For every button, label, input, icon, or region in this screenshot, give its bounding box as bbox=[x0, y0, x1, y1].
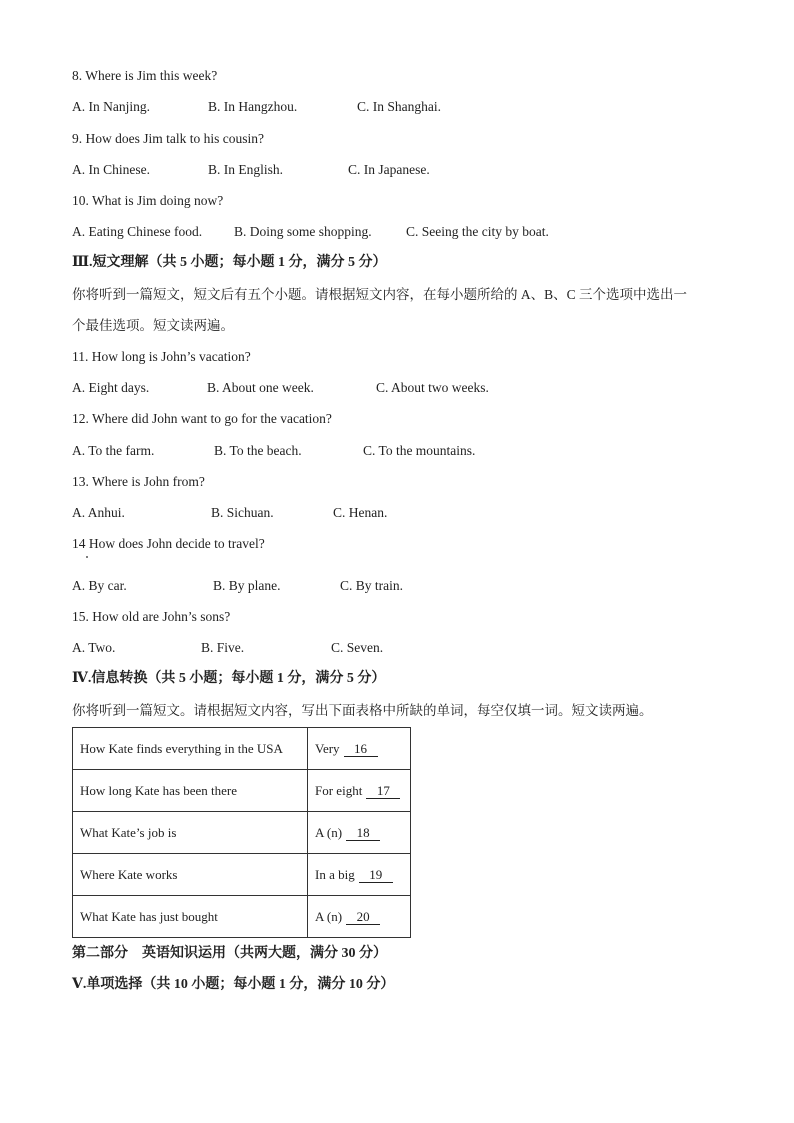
row-answer bbox=[308, 812, 411, 854]
option-10a: A. Eating Chinese food. bbox=[72, 224, 203, 239]
answer-prefix: Very bbox=[315, 740, 340, 756]
answer-blank-17: 17 bbox=[366, 784, 400, 799]
option-12b: B. To the beach. bbox=[214, 443, 302, 458]
option-11c: C. About two weeks. bbox=[376, 380, 489, 395]
info-table bbox=[72, 727, 411, 938]
question-11: 11. How long is John’s vacation? bbox=[72, 349, 251, 364]
option-10c: C. Seeing the city by boat. bbox=[406, 224, 549, 239]
answer-blank-19: 19 bbox=[359, 868, 393, 883]
answer-blank-20: 20 bbox=[346, 910, 380, 925]
question-13: 13. Where is John from? bbox=[72, 474, 205, 489]
question-14: 14 How does John decide to travel? bbox=[72, 536, 265, 551]
section-5-heading: Ⅴ.单项选择（共 10 小题；每小题 1 分，满分 10 分） bbox=[72, 977, 395, 992]
option-9a: A. In Chinese. bbox=[72, 162, 150, 177]
question-8: 8. Where is Jim this week? bbox=[72, 68, 218, 83]
option-13a: A. Anhui. bbox=[72, 505, 125, 520]
option-13c: C. Henan. bbox=[333, 505, 388, 520]
answer-prefix: A (n) bbox=[315, 908, 343, 924]
question-9: 9. How does Jim talk to his cousin? bbox=[72, 131, 264, 146]
option-11a: A. Eight days. bbox=[72, 380, 150, 395]
row-answer bbox=[308, 854, 411, 896]
option-15a: A. Two. bbox=[72, 640, 116, 655]
option-12c: C. To the mountains. bbox=[363, 443, 476, 458]
question-15: 15. How old are John’s sons? bbox=[72, 609, 231, 624]
table-row bbox=[73, 728, 411, 770]
option-9b: B. In English. bbox=[208, 162, 284, 177]
row-answer bbox=[308, 728, 411, 770]
section-4-instructions: 你将听到一篇短文。请根据短文内容，写出下面表格中所缺的单词，每空仅填一词。短文读两遍。 bbox=[72, 703, 653, 718]
row-answer bbox=[308, 770, 411, 812]
section-4-heading: Ⅳ.信息转换（共 5 小题；每小题 1 分，满分 5 分） bbox=[72, 671, 386, 686]
row-answer bbox=[308, 896, 411, 938]
option-10b: B. Doing some shopping. bbox=[234, 224, 372, 239]
option-9c: C. In Japanese. bbox=[348, 162, 430, 177]
answer-prefix: A (n) bbox=[315, 824, 343, 840]
option-13b: B. Sichuan. bbox=[211, 505, 274, 520]
option-15c: C. Seven. bbox=[331, 640, 384, 655]
row-label: How Kate finds everything in the USA bbox=[73, 728, 308, 770]
option-15b: B. Five. bbox=[201, 640, 245, 655]
option-14c: C. By train. bbox=[340, 578, 403, 593]
row-label: Where Kate works bbox=[73, 854, 308, 896]
table-row bbox=[73, 896, 411, 938]
row-label: What Kate’s job is bbox=[73, 812, 308, 854]
option-14b: B. By plane. bbox=[213, 578, 281, 593]
option-8c: C. In Shanghai. bbox=[357, 99, 441, 114]
section-3-heading: Ⅲ.短文理解（共 5 小题；每小题 1 分，满分 5 分） bbox=[72, 255, 387, 270]
option-11b: B. About one week. bbox=[207, 380, 314, 395]
answer-prefix: For eight bbox=[315, 782, 363, 798]
option-8b: B. In Hangzhou. bbox=[208, 99, 298, 114]
answer-blank-18: 18 bbox=[346, 826, 380, 841]
option-8a: A. In Nanjing. bbox=[72, 99, 150, 114]
option-14a: A. By car. bbox=[72, 578, 127, 593]
part-2-heading: 第二部分 英语知识运用（共两大题，满分 30 分） bbox=[72, 946, 387, 961]
stray-dot bbox=[86, 556, 88, 558]
question-10: 10. What is Jim doing now? bbox=[72, 193, 224, 208]
section-3-instructions-line1: 你将听到一篇短文，短文后有五个小题。请根据短文内容，在每小题所给的 A、B、C 三个选项中选出一 bbox=[72, 287, 688, 302]
option-12a: A. To the farm. bbox=[72, 443, 155, 458]
answer-blank-16: 16 bbox=[344, 742, 378, 757]
table-row bbox=[73, 854, 411, 896]
row-label: What Kate has just bought bbox=[73, 896, 308, 938]
section-3-instructions-line2: 个最佳选项。短文读两遍。 bbox=[72, 318, 234, 333]
row-label: How long Kate has been there bbox=[73, 770, 308, 812]
table-row bbox=[73, 812, 411, 854]
table-row bbox=[73, 770, 411, 812]
answer-prefix: In a big bbox=[315, 866, 355, 882]
question-12: 12. Where did John want to go for the vacation? bbox=[72, 411, 332, 426]
